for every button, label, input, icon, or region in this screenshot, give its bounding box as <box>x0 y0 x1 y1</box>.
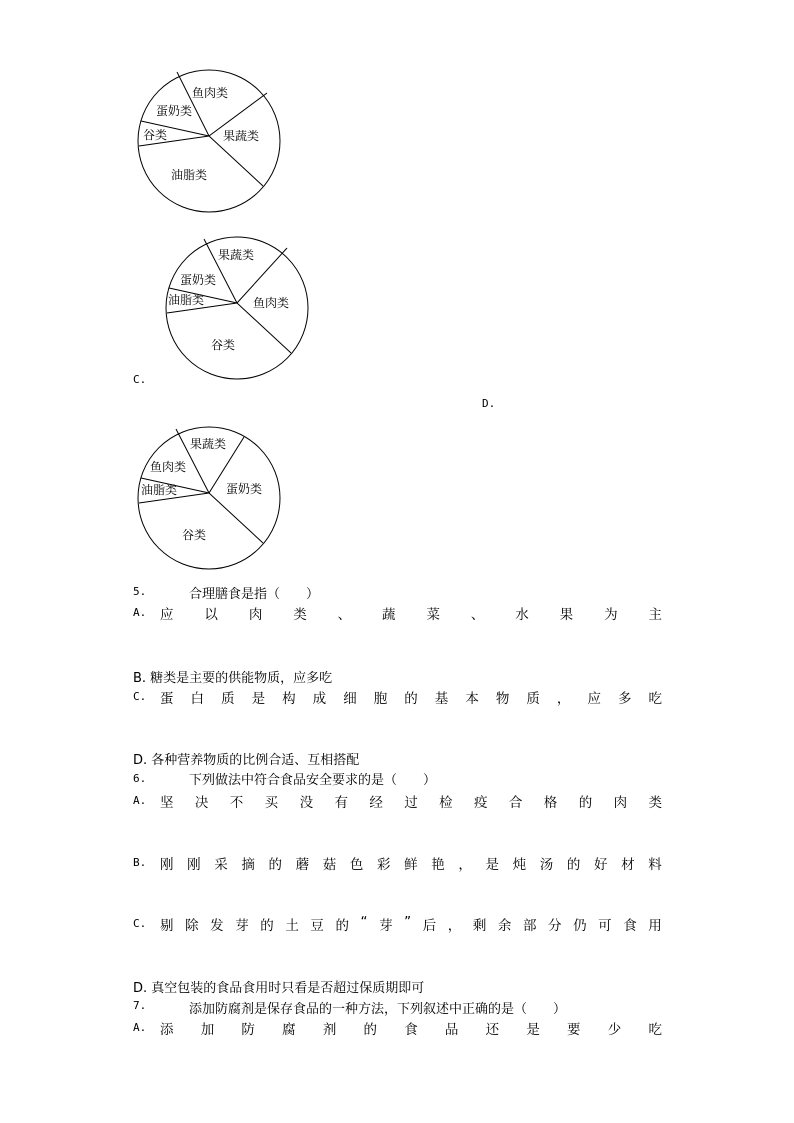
option-char: ， <box>556 691 571 707</box>
option-char: 应 <box>587 691 601 707</box>
pie-chart-d <box>138 426 282 572</box>
pie-c-label-grain: 谷类 <box>211 338 236 352</box>
option-char: 还 <box>485 1022 500 1038</box>
option-char: 是 <box>485 857 499 873</box>
option-char: 应 <box>160 607 174 623</box>
option-char: 后 <box>422 918 437 934</box>
option-char: 是 <box>526 1022 540 1038</box>
option-char: 芽 <box>379 918 393 934</box>
option-char: 鲜 <box>404 857 418 873</box>
pie-chart-b <box>138 69 282 215</box>
pie-c-label-fish: 鱼肉类 <box>253 296 290 310</box>
option-d-label: D. <box>482 397 496 410</box>
option-char: 的 <box>260 918 274 934</box>
option-char: “ <box>360 914 368 930</box>
option-char: 物 <box>495 691 510 707</box>
option-char: 可 <box>598 918 612 934</box>
q7-option-a-letter: A. <box>133 1021 147 1034</box>
option-char: 没 <box>299 795 314 811</box>
option-char: 格 <box>543 795 558 811</box>
option-char: 是 <box>251 691 266 707</box>
option-char: 买 <box>264 795 279 811</box>
q7-number: 7. <box>133 999 147 1012</box>
option-char: 剂 <box>322 1022 337 1038</box>
option-char: 坚 <box>160 795 174 811</box>
option-char: 疫 <box>474 795 488 811</box>
q6-option-b-text <box>160 853 662 873</box>
pie-d-label-oil: 油脂类 <box>141 483 178 497</box>
option-char: 分 <box>548 918 562 934</box>
q5-number: 5. <box>133 585 147 598</box>
q6-option-a-text <box>160 791 662 811</box>
option-char: ， <box>458 857 472 873</box>
option-char: 品 <box>444 1022 459 1038</box>
q6-stem: 下列做法中符合食品安全要求的是（ ） <box>189 773 437 788</box>
option-char: 主 <box>648 607 662 623</box>
option-char: 除 <box>185 918 199 934</box>
option-char: 胞 <box>373 691 388 707</box>
option-char: 剩 <box>472 918 487 934</box>
q6-option-a-letter: A. <box>133 794 147 807</box>
option-char: 炖 <box>512 857 527 873</box>
option-char: 的 <box>404 691 418 707</box>
option-char: 的 <box>566 857 581 873</box>
option-char: 汤 <box>539 857 554 873</box>
option-char: 加 <box>200 1022 215 1038</box>
option-char: 成 <box>312 691 327 707</box>
option-char: 合 <box>508 795 523 811</box>
option-char: 肉 <box>248 607 263 623</box>
option-char: 白 <box>190 691 205 707</box>
option-char: 腐 <box>282 1022 296 1038</box>
q5-option-a-text <box>160 603 662 623</box>
option-char: 食 <box>623 918 637 934</box>
option-char: 质 <box>221 691 235 707</box>
option-c-label: C. <box>133 373 147 386</box>
option-char: 采 <box>214 857 228 873</box>
option-char: 决 <box>194 795 209 811</box>
option-char: 发 <box>210 918 224 934</box>
option-char: 类 <box>648 795 662 811</box>
option-char: 不 <box>229 795 244 811</box>
option-char: 要 <box>567 1022 581 1038</box>
option-char: 本 <box>465 691 479 707</box>
option-char: 有 <box>334 795 348 811</box>
q5-option-d: D. 各种营养物质的比例合适、互相搭配 <box>133 753 360 768</box>
option-char: 蘑 <box>295 857 310 873</box>
option-char: 刚 <box>160 857 174 873</box>
option-char: 果 <box>559 607 574 623</box>
option-char: 豆 <box>310 918 324 934</box>
option-char: 菇 <box>322 857 337 873</box>
option-char: 吃 <box>648 691 662 707</box>
pie-c-label-eggmilk: 蛋奶类 <box>180 273 217 287</box>
pie-b-label-fruit: 果蔬类 <box>223 129 260 143</box>
option-char: 仍 <box>573 918 587 934</box>
q6-option-b-letter: B. <box>133 856 147 869</box>
option-char: 的 <box>578 795 593 811</box>
option-char: 菜 <box>426 607 440 623</box>
option-char: 料 <box>648 857 662 873</box>
pie-d-label-eggmilk: 蛋奶类 <box>226 482 263 496</box>
q5-stem: 合理膳食是指（ ） <box>189 587 320 602</box>
option-char: 刚 <box>187 857 201 873</box>
option-char: 细 <box>343 691 357 707</box>
option-char: 水 <box>515 607 529 623</box>
option-char: 、 <box>470 607 485 623</box>
option-char: 添 <box>160 1022 174 1038</box>
option-char: 少 <box>607 1022 622 1038</box>
pie-b-label-eggmilk: 蛋奶类 <box>156 104 193 118</box>
option-char: 食 <box>404 1022 418 1038</box>
option-char: 好 <box>594 857 608 873</box>
q7-stem: 添加防腐剂是保存食品的一种方法，下列叙述中正确的是（ ） <box>189 1002 567 1017</box>
option-char: 多 <box>617 691 632 707</box>
option-char: 经 <box>369 795 383 811</box>
pie-chart-c <box>166 236 310 382</box>
q6-option-d: D. 真空包装的食品食用时只看是否超过保质期即可 <box>133 981 425 996</box>
option-char: 肉 <box>613 795 628 811</box>
pie-c-label-fruit: 果蔬类 <box>218 248 255 262</box>
q5-option-b: B. 糖类是主要的供能物质，应多吃 <box>133 671 333 686</box>
option-char: 剔 <box>160 918 174 934</box>
option-char: 用 <box>648 918 662 934</box>
option-char: 摘 <box>241 857 255 873</box>
option-char: 芽 <box>235 918 249 934</box>
q5-option-a-letter: A. <box>133 606 147 619</box>
option-char: 的 <box>268 857 282 873</box>
option-char: 蔬 <box>382 607 396 623</box>
q7-option-a-text <box>160 1018 662 1038</box>
option-char: 余 <box>497 918 512 934</box>
pie-d-label-fish: 鱼肉类 <box>150 460 187 474</box>
q6-option-c-letter: C. <box>133 917 147 930</box>
option-char: 检 <box>439 795 453 811</box>
option-char: 质 <box>526 691 540 707</box>
option-char: 土 <box>285 918 299 934</box>
option-char: 的 <box>335 918 349 934</box>
pie-b-label-fish: 鱼肉类 <box>192 86 229 100</box>
option-char: 类 <box>293 607 307 623</box>
option-char: 的 <box>363 1022 378 1038</box>
pie-d-label-grain: 谷类 <box>182 528 207 542</box>
option-char: 以 <box>204 607 218 623</box>
option-char: 材 <box>621 857 635 873</box>
option-char: 基 <box>434 691 449 707</box>
option-char: 为 <box>604 607 618 623</box>
option-char: 吃 <box>648 1022 662 1038</box>
option-char: 防 <box>241 1022 255 1038</box>
option-char: ” <box>404 914 412 930</box>
option-char: 色 <box>349 857 364 873</box>
q5-option-c-letter: C. <box>133 690 147 703</box>
option-char: 过 <box>404 795 418 811</box>
option-char: 艳 <box>431 857 445 873</box>
option-char: 部 <box>522 918 537 934</box>
q5-option-c-text <box>160 687 662 707</box>
option-char: 、 <box>337 607 352 623</box>
option-char: ， <box>447 918 462 934</box>
pie-b-label-grain: 谷类 <box>143 128 168 142</box>
option-char: 彩 <box>377 857 391 873</box>
q6-number: 6. <box>133 772 147 785</box>
option-char: 构 <box>282 691 296 707</box>
pie-d-label-fruit: 果蔬类 <box>190 437 227 451</box>
q6-option-c-text <box>160 914 662 934</box>
pie-b-label-oil: 油脂类 <box>171 168 208 182</box>
pie-c-label-oil: 油脂类 <box>168 293 205 307</box>
option-char: 蛋 <box>160 691 174 707</box>
